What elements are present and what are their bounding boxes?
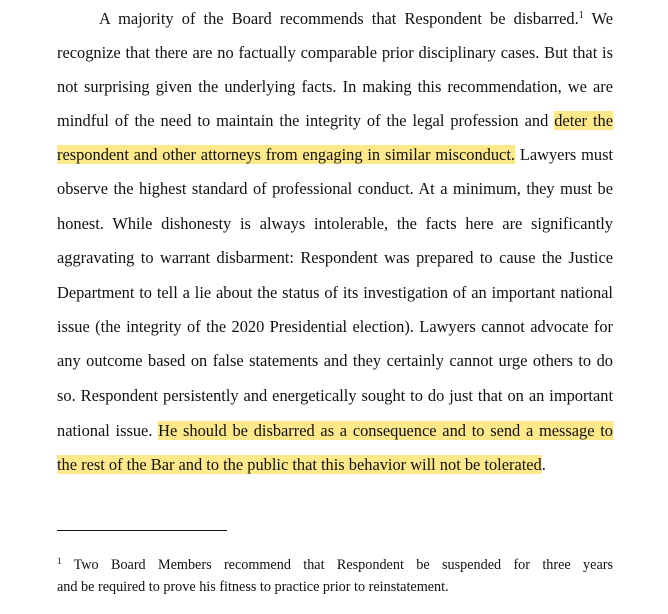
body-line: so. Respondent persistently and energetically sought to do just that on an important [57, 386, 613, 405]
footnote-divider [57, 530, 227, 531]
body-line: A majority of the Board recommends that Respondent be disbarred.$^1$ We [99, 9, 613, 28]
body-line: national issue. He should be disbarred as a consequence and to send a message to [57, 421, 614, 440]
body-line: issue (the integrity of the 2020 Presidential election). Lawyers cannot advocate for [57, 317, 613, 336]
footnote-line: and be required to prove his fitness to practice prior to reinstatement. [57, 579, 449, 595]
body-line: aggravating to warrant disbarment: Respondent was prepared to cause the Justice [57, 248, 613, 267]
highlight: deter the [554, 111, 613, 130]
footnote-reference: 1 [578, 10, 584, 21]
body-line: respondent and other attorneys from engaging in similar misconduct. Lawyers must [57, 145, 614, 164]
body-line: not surprising given the underlying facts. In making this recommendation, we are [57, 77, 613, 96]
body-line: Department to tell a lie about the status of its investigation of an important national [57, 283, 613, 302]
body-line: any outcome based on false statements and they certainly cannot urge others to do [57, 351, 613, 370]
highlight: respondent and other attorneys from engaging in similar misconduct. [57, 145, 515, 164]
body-line: observe the highest standard of professional conduct. At a minimum, they must be [57, 179, 613, 198]
highlight: He should be disbarred as a consequence and to send a message to [158, 421, 614, 440]
body-line: mindful of the need to maintain the integrity of the legal profession and deter the [57, 111, 613, 130]
body-line: honest. While dishonesty is always intolerable, the facts here are significantly [57, 214, 613, 233]
body-line: recognize that there are no factually comparable prior disciplinary cases. But that is [57, 43, 613, 62]
body-line: the rest of the Bar and to the public that this behavior will not be tolerated. [57, 455, 546, 474]
footnote-marker: 1 [57, 556, 62, 566]
footnote-line: $^1$ Two Board Members recommend that Respondent be suspended for three years [57, 556, 613, 573]
highlight: the rest of the Bar and to the public that this behavior will not be tolerated [57, 455, 542, 474]
